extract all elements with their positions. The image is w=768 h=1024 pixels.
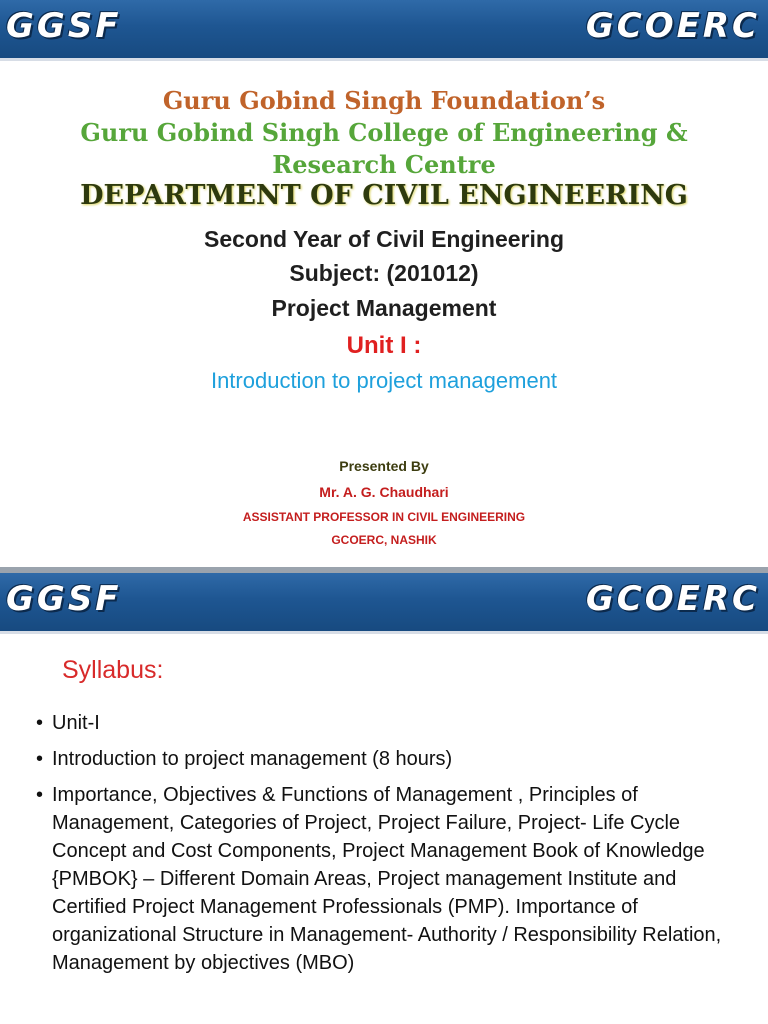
foundation-name: Guru Gobind Singh Foundation’s [162, 86, 606, 115]
bullet-icon: • [36, 784, 44, 806]
unit-label: Unit I : [346, 332, 422, 359]
gcoerc-logo: GCOERC [585, 579, 760, 619]
presenter-institution: GCOERC, NASHIK [331, 533, 437, 547]
header-banner [0, 573, 768, 631]
department-title: DEPARTMENT OF CIVIL ENGINEERING [80, 180, 688, 211]
header-banner [0, 0, 768, 58]
list-item-text: Importance, Objectives & Functions of Management , Principles of Management, Categories of Project, Project Failure, Project- Life Cycle Concept and Cost Components, Project Management Book of Knowledge {PMBOK} – Different Domain Areas, Project management Institute and Certified Project Management Professionals (PMP). Importance of organizational Structure in Management- Authority / Responsibility Relation, Management by objectives (MBO) [52, 784, 722, 974]
ggsf-logo: GGSF [6, 6, 122, 46]
college-name-line1: Guru Gobind Singh College of Engineering & [80, 118, 688, 147]
banner-divider [0, 631, 768, 634]
course-title: Project Management [271, 295, 497, 321]
list-item-text: Introduction to project management (8 hours) [52, 748, 453, 770]
bullet-icon: • [36, 712, 44, 734]
list-item-text: Unit-I [52, 712, 100, 734]
year-line: Second Year of Civil Engineering [203, 226, 564, 252]
presenter-role: ASSISTANT PROFESSOR IN CIVIL ENGINEERING [242, 510, 526, 524]
subject-code: Subject: (201012) [289, 260, 479, 286]
syllabus-list [36, 709, 756, 985]
banner-divider [0, 58, 768, 61]
list-item [36, 781, 756, 977]
presented-by-label: Presented By [339, 458, 429, 474]
presenter-name: Mr. A. G. Chaudhari [319, 484, 449, 500]
syllabus-heading: Syllabus: [62, 656, 164, 684]
unit-title: Introduction to project management [210, 368, 558, 393]
bullet-icon: • [36, 748, 44, 770]
syllabus-slide [0, 573, 768, 1024]
college-name-line2: Research Centre [272, 150, 496, 179]
ggsf-logo: GGSF [6, 579, 122, 619]
list-item [36, 709, 756, 737]
gcoerc-logo: GCOERC [585, 6, 760, 46]
list-item [36, 745, 756, 773]
